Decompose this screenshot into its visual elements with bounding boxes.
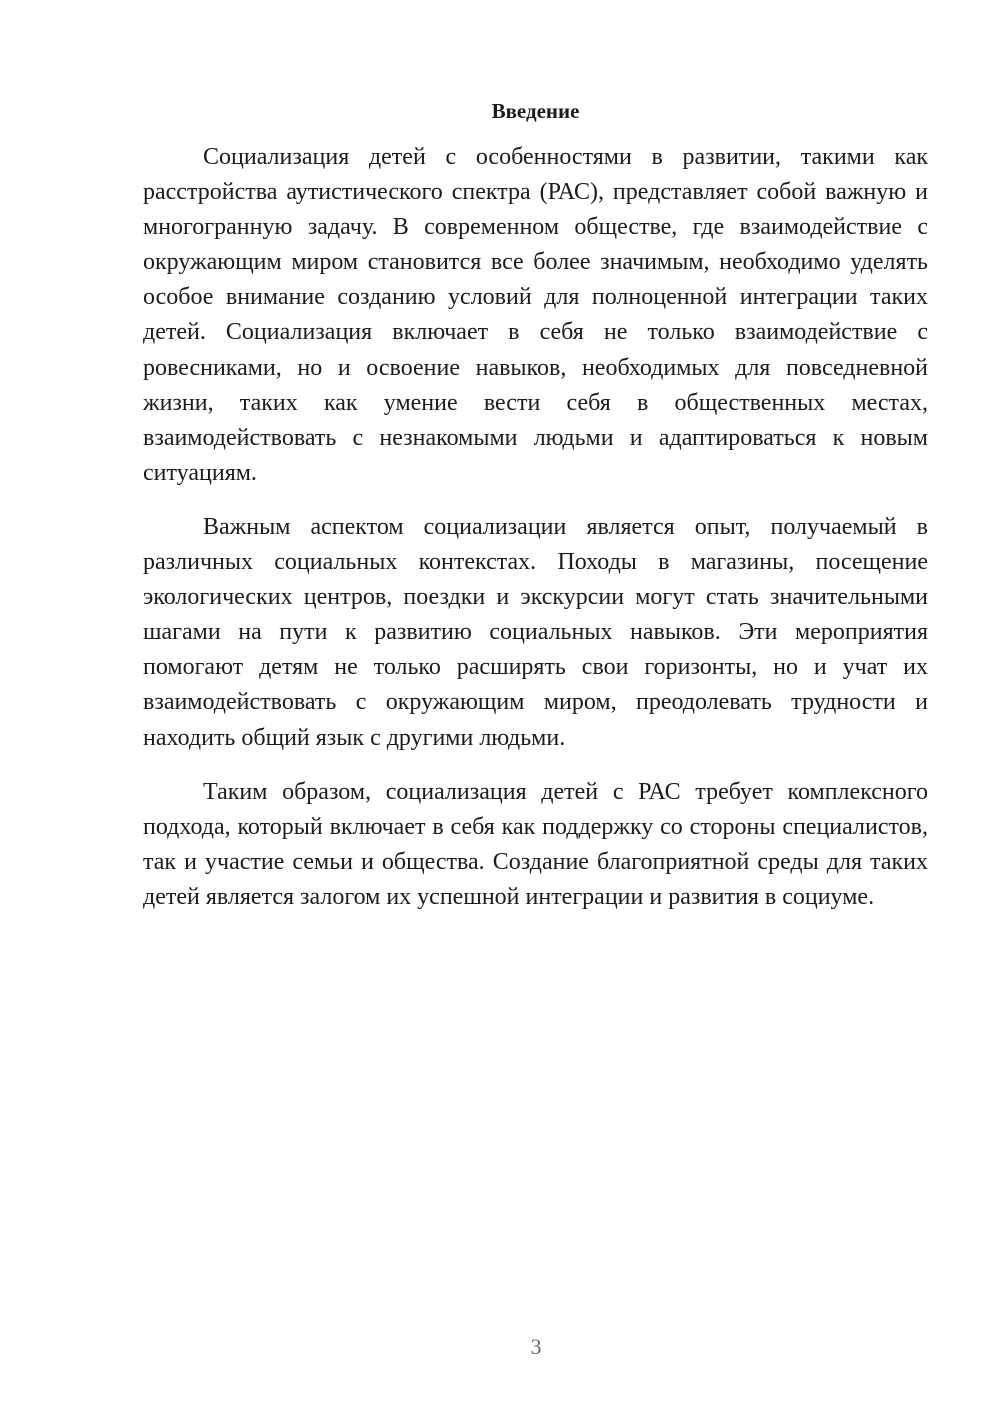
paragraph-2: Важным аспектом социализации является опыт, получаемый в различных социальных контекстах. Походы в магазины, посещение экологических центров, поездки и экскурсии могут стать значительными шагами на пути к развитию социальных навыков. Эти мероприятия помогают детям не только расширять свои горизонты, но и учат их взаимодействовать с окружающим миром, преодолевать трудности и находить общий язык с другими людьми. (143, 513, 928, 751)
section-title: Введение (491, 99, 580, 123)
page-number: 3 (530, 1334, 542, 1359)
paragraph-1: Социализация детей с особенностями в развитии, такими как расстройства аутистического спектра (РАС), представляет собой важную и многогранную задачу. В современном обществе, где взаимодействие с окружающим миром становится все более значимым, необходимо уделять особое внимание созданию условий для полноценной интеграции таких детей. Социализация включает в себя не только взаимодействие с ровесниками, но и освоение навыков, необходимых для повседневной жизни, таких как умение вести себя в общественных местах, взаимодействовать с незнакомыми людьми и адаптироваться к новым ситуациям. (143, 144, 928, 486)
paragraph-3: Таким образом, социализация детей с РАС требует комплексного подхода, который включает в себя как поддержку со стороны специалистов, так и участие семьи и общества. Создание благоприятной среды для таких детей является залогом их успешной интеграции и развития в социуме. (143, 778, 928, 910)
page-content (143, 96, 928, 915)
